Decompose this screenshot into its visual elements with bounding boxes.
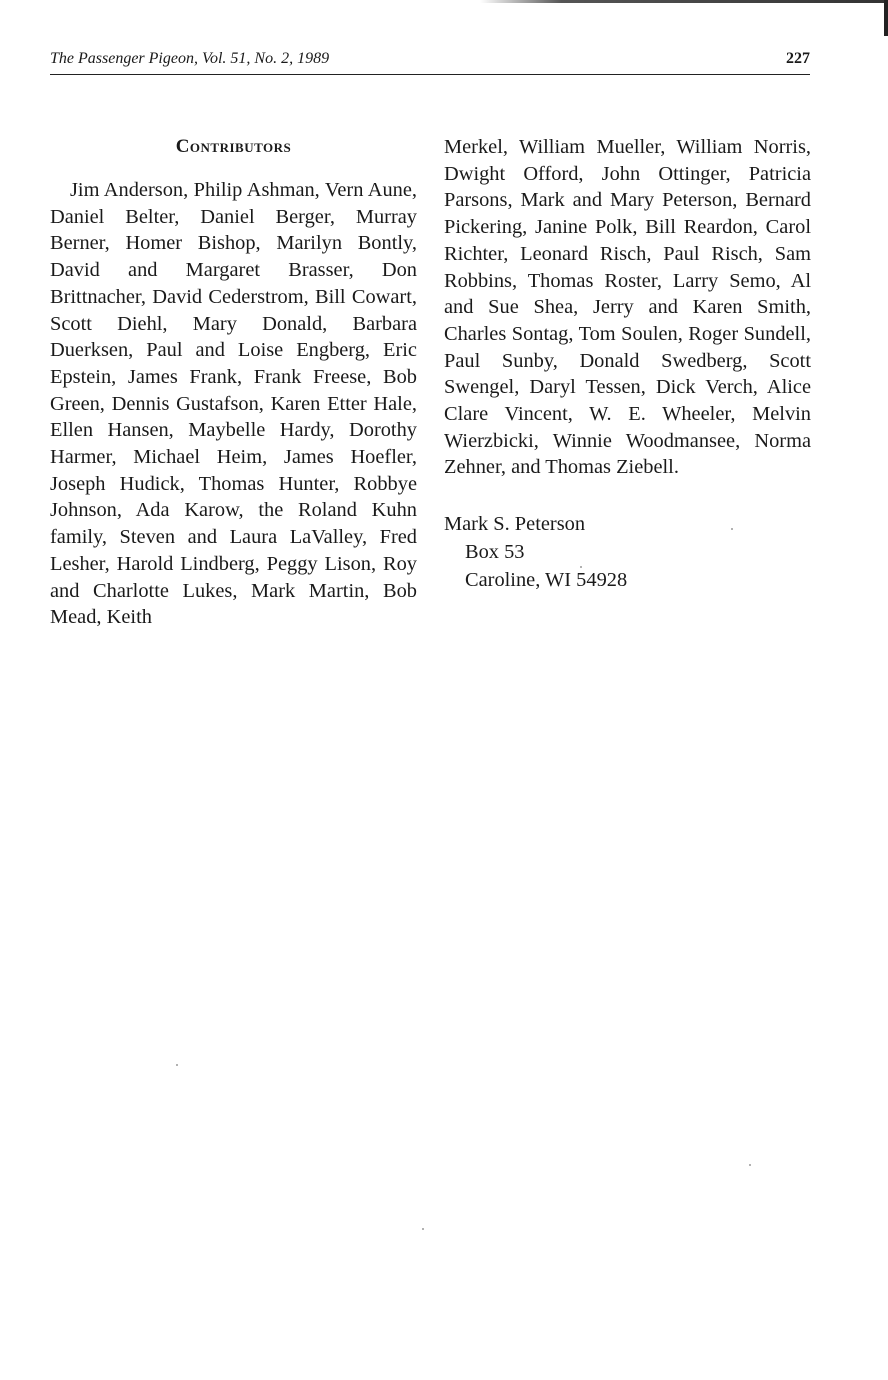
scan-edge-right	[884, 0, 888, 36]
contributors-list-part2: Merkel, William Mueller, William Norris, Dwight Offord, John Ottinger, Patricia Parsons, Mark and Mary Peterson, Bernard Pickering, Janine Polk, Bill Reardon, Carol Richter, Leonard Risch, Paul Risch, Sam Robbins, Thomas Roster, Larry Semo, Al and Sue Shea, Jerry and Karen Smith, Charles Sontag, Tom Soulen, Roger Sundell, Paul Sunby, Donald Swedberg, Scott Swengel, Daryl Tessen, Dick Verch, Alice Clare Vincent, W. E. Wheeler, Melvin Wierzbicki, Winnie Woodmansee, Norma Zehner, and Thomas Ziebell.	[444, 136, 811, 479]
scan-speck	[580, 566, 582, 568]
contributors-list-part1: Jim Anderson, Philip Ashman, Vern Aune, Daniel Belter, Daniel Berger, Murray Berner, Homer Bishop, Marilyn Bontly, David and Margaret Brasser, Don Brittnacher, David Cederstrom, Bill Cowart, Scott Diehl, Mary Donald, Barbara Duerksen, Paul and Loise Engberg, Eric Epstein, James Frank, Frank Freese, Bob Green, Dennis Gustafson, Karen Etter Hale, Ellen Hansen, Maybelle Hardy, Dorothy Harmer, Michael Heim, James Hoefler, Joseph Hudick, Thomas Hunter, Robbye Johnson, Ada Karow, the Roland Kuhn family, Steven and Laura LaValley, Fred Lesher, Harold Lindberg, Peggy Lison, Roy and Charlotte Lukes, Mark Martin, Bob Mead, Keith	[50, 179, 417, 629]
page-number: 227	[786, 50, 810, 67]
left-column	[50, 134, 417, 631]
scan-speck	[422, 1228, 424, 1230]
signature-block	[444, 510, 811, 594]
right-column	[444, 134, 811, 594]
scan-edge-top	[480, 0, 888, 3]
journal-citation: The Passenger Pigeon, Vol. 51, No. 2, 1989	[50, 50, 330, 67]
address-line-2: Caroline, WI 54928	[465, 569, 628, 592]
signature-name: Mark S. Peterson	[444, 513, 586, 536]
scan-speck	[176, 1064, 178, 1066]
scan-speck	[731, 528, 733, 530]
scan-speck	[749, 1164, 751, 1166]
running-header	[50, 50, 810, 75]
section-heading: Contributors	[175, 136, 292, 157]
address-line-1: Box 53	[465, 541, 525, 564]
